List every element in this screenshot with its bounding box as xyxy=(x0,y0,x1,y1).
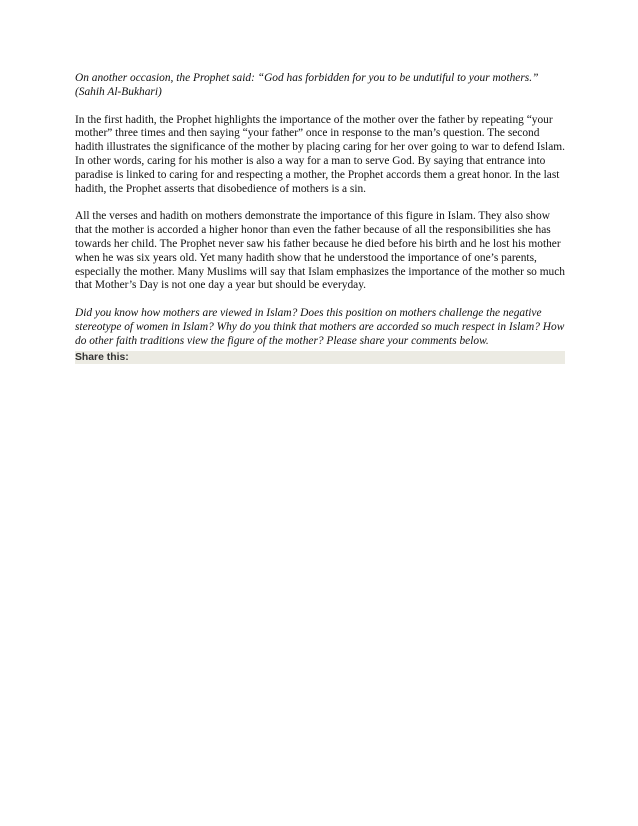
share-bar xyxy=(75,351,565,364)
commentary-paragraph-1: In the first hadith, the Prophet highlights the importance of the mother over the father by repeating “your mother” three times and then saying “your father” once in response to the man’s question. The second hadith illustrates the significance of the mother by placing caring for her over going to war to defend Islam. In other words, caring for his mother is also a way for a man to serve God. By saying that entrance into paradise is linked to caring for and respecting a mother, the Prophet accords them a great honor. In the last hadith, the Prophet asserts that disobedience of mothers is a sin. xyxy=(75,113,565,195)
quote-paragraph: On another occasion, the Prophet said: “God has forbidden for you to be undutiful to your mothers.” (Sahih Al-Bukhari) xyxy=(75,72,539,98)
share-label: Share this: xyxy=(75,351,129,363)
article-body xyxy=(75,72,565,364)
commentary-paragraph-2: All the verses and hadith on mothers demonstrate the importance of this figure in Islam. They also show that the mother is accorded a higher honor than even the father because of all the responsibilities she has towards her child. The Prophet never saw his father because he died before his birth and he lost his mother when he was six years old. Yet many hadith show that he understood the importance of one’s parents, especially the mother. Many Muslims will say that Islam emphasizes the importance of the mother so much that Mother’s Day is not one day a year but should be everyday. xyxy=(75,210,566,292)
question-paragraph: Did you know how mothers are viewed in Islam? Does this position on mothers challenge the negative stereotype of women in Islam? Why do you think that mothers are accorded so much respect in Islam? How do other faith traditions view the figure of the mother? Please share your comments below. xyxy=(75,307,565,347)
